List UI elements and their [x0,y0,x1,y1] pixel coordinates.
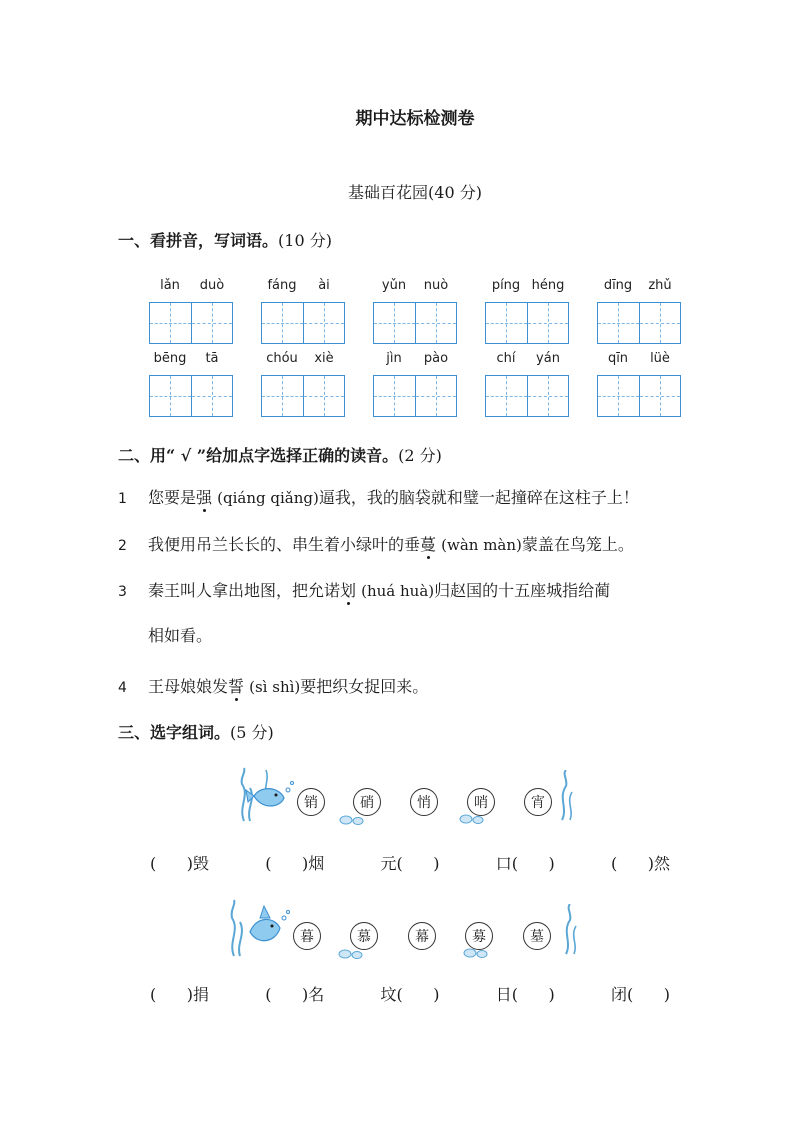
pinyin-syllable: héng [531,278,565,293]
tianzige-cell[interactable] [415,376,457,416]
pinyin-syllable: fáng [267,278,297,293]
section-3-label: 三、选字组词。 [118,723,231,742]
choice-char: 墓 [523,922,551,950]
pinyin-syllable: chí [496,351,516,366]
tianzige-cell[interactable] [486,303,527,343]
pinyin-syllable: pào [423,351,449,366]
tianzige-boxes[interactable] [373,302,457,344]
fill-blank: 闭( ) [610,985,670,1004]
tianzige-boxes[interactable] [149,375,233,417]
page-subtitle: 基础百花园(40 分) [348,183,482,202]
question-text: 秦王叫人拿出地图，把允诺 [148,581,341,600]
fill-blank: 日( ) [495,985,555,1004]
choice-char: 幕 [408,922,436,950]
question-text: 我便用吊兰长长的、串生着小绿叶的垂 [148,535,421,554]
tianzige-cell[interactable] [150,303,191,343]
pinyin-syllable: qīn [607,351,629,366]
tianzige-cell[interactable] [374,376,415,416]
tianzige-boxes[interactable] [597,375,681,417]
pinyin-syllable: duò [199,278,225,293]
seaweed-icon [560,904,580,956]
pinyin-writing-box[interactable] [597,351,681,417]
tianzige-cell[interactable] [527,303,569,343]
pinyin-writing-box[interactable] [373,351,457,417]
pinyin-syllable: píng [491,278,521,293]
tianzige-cell[interactable] [639,376,681,416]
dotted-char: 划 [340,581,357,600]
section-3-heading [118,720,274,743]
pinyin-writing-box[interactable] [149,351,233,417]
question-1 [118,485,639,508]
tianzige-cell[interactable] [527,376,569,416]
tianzige-boxes[interactable] [485,302,569,344]
pinyin-syllable: yǔn [381,278,407,293]
question-text: 王母娘娘发 [148,677,229,696]
tianzige-cell[interactable] [191,303,233,343]
pinyin-syllable: xiè [314,351,334,366]
fill-blank-row-1 [150,851,670,874]
pinyin-syllable: ài [318,278,330,293]
fill-blank: ( )烟 [265,854,325,873]
pinyin-label [261,278,345,296]
section-2-score: (2 分) [398,446,442,465]
pinyin-syllable: yán [536,351,560,366]
pinyin-syllable: jìn [386,351,402,366]
question-number: 3 [118,584,127,600]
question-text: 要把织女捉回来。 [300,677,429,696]
pinyin-label [373,278,457,296]
tianzige-cell[interactable] [374,303,415,343]
section-1-label: 一、看拼音，写词语。 [118,231,279,250]
question-number: 1 [118,491,127,507]
tianzige-boxes[interactable] [373,375,457,417]
question-text: 蒙盖在鸟笼上。 [521,535,634,554]
section-1-heading [118,228,332,251]
pinyin-options: (qiáng qiǎng) [217,489,319,507]
tianzige-boxes[interactable] [261,375,345,417]
tianzige-cell[interactable] [303,376,345,416]
tianzige-boxes[interactable] [485,375,569,417]
pinyin-writing-box[interactable] [261,278,345,344]
pinyin-writing-box[interactable] [485,278,569,344]
section-2-heading [118,443,442,466]
pinyin-label [373,351,457,369]
fill-blank: ( )毁 [150,854,210,873]
pinyin-label [597,351,681,369]
tianzige-cell[interactable] [639,303,681,343]
question-3-continued: 相如看。 [148,626,213,645]
pinyin-syllable: chóu [266,351,298,366]
seaweed-fish-icon [236,766,296,826]
choice-char: 硝 [353,788,381,816]
tianzige-boxes[interactable] [597,302,681,344]
choice-char: 慕 [350,922,378,950]
pinyin-label [261,351,345,369]
dotted-char: 蔓 [420,535,437,554]
pinyin-label [485,278,569,296]
fill-blank: 口( ) [495,854,555,873]
dotted-char: 强 [196,488,213,507]
question-text: 您要是 [148,488,197,507]
tianzige-cell[interactable] [598,376,639,416]
pinyin-label [485,351,569,369]
pinyin-options: (wàn màn) [441,536,522,554]
page-title: 期中达标检测卷 [355,109,475,129]
fill-blank: ( )然 [610,854,670,873]
pinyin-label [597,278,681,296]
pinyin-syllable: tā [205,351,219,366]
pinyin-syllable: nuò [423,278,449,293]
choice-char: 募 [465,922,493,950]
question-text: 归赵国的十五座城指给蔺 [434,581,611,600]
dotted-char: 誓 [228,677,245,696]
question-text: 逼我，我的脑袋就和璧一起撞碎在这柱子上！ [318,488,639,507]
section-3-score: (5 分) [230,723,274,742]
section-1-score: (10 分) [278,231,332,250]
seaweed-icon [556,770,576,822]
question-number: 2 [118,538,127,554]
choice-char: 哨 [467,788,495,816]
question-2 [118,532,634,555]
tianzige-cell[interactable] [598,303,639,343]
tianzige-cell[interactable] [150,376,191,416]
tianzige-cell[interactable] [486,376,527,416]
tianzige-boxes[interactable] [149,302,233,344]
fill-blank-row-2 [150,982,670,1005]
pinyin-label [149,278,233,296]
pinyin-options: (huá huà) [361,582,435,600]
tianzige-cell[interactable] [303,303,345,343]
pinyin-writing-box[interactable] [485,351,569,417]
question-4 [118,674,428,697]
choice-char: 宵 [524,788,552,816]
fill-blank: ( )名 [265,985,325,1004]
choice-char: 销 [297,788,325,816]
choice-char: 悄 [410,788,438,816]
tianzige-cell[interactable] [262,376,303,416]
pinyin-syllable: bēng [153,351,187,366]
fill-blank: 坟( ) [380,985,440,1004]
question-number: 4 [118,680,127,696]
tianzige-cell[interactable] [191,376,233,416]
seaweed-fish-icon [226,898,292,960]
pinyin-writing-box[interactable] [597,278,681,344]
pinyin-syllable: dīng [603,278,633,293]
pinyin-syllable: zhǔ [648,278,672,293]
tianzige-boxes[interactable] [261,302,345,344]
pinyin-writing-box[interactable] [373,278,457,344]
pinyin-options: (sì shì) [249,678,301,696]
choice-char: 暮 [293,922,321,950]
pinyin-syllable: lǎn [160,278,180,293]
pinyin-writing-box[interactable] [261,351,345,417]
section-2-label: 二、用“ √ ”给加点字选择正确的读音。 [118,446,399,465]
fill-blank: 元( ) [380,854,440,873]
tianzige-cell[interactable] [262,303,303,343]
pinyin-label [149,351,233,369]
question-3 [118,578,610,601]
fill-blank: ( )捐 [150,985,210,1004]
pinyin-syllable: lüè [650,351,670,366]
tianzige-cell[interactable] [415,303,457,343]
pinyin-writing-box[interactable] [149,278,233,344]
